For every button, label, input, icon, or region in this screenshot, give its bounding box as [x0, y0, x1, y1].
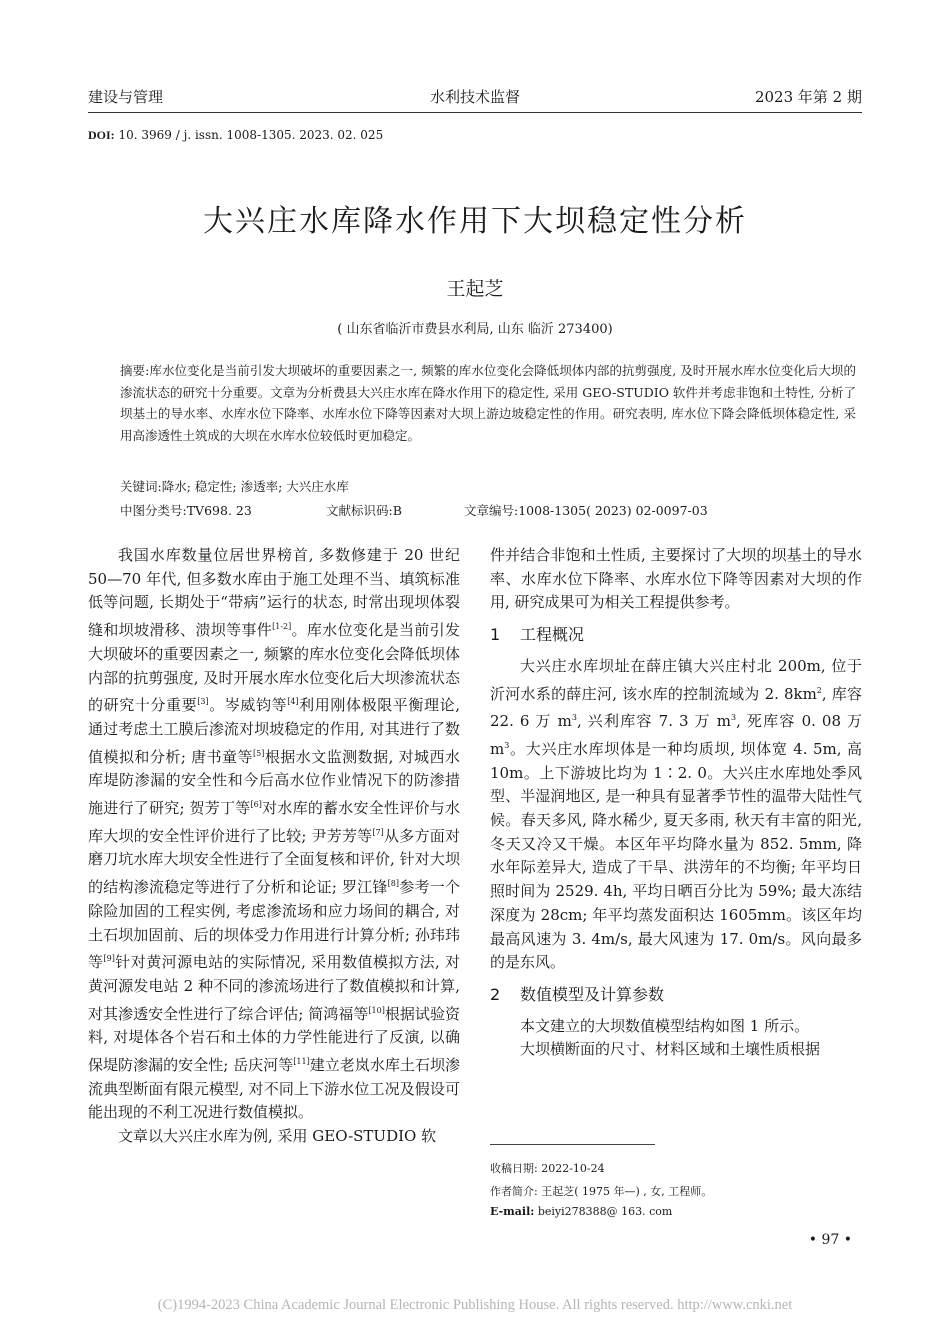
intro-text-7: 从多方面对磨刀坑水库大坝安全性进行了全面复核和评价, 针对大坝的结构渗流稳定等进行了分析和论证; 罗江锋: [88, 826, 460, 897]
doi-value: 10. 3969 / j. issn. 1008-1305. 2023. 02. 025: [118, 128, 384, 142]
citation-ref: [4]: [287, 697, 299, 707]
doi-label: DOI:: [88, 128, 115, 142]
intro-text-9: 针对黄河源电站的实际情况, 采用数值模拟方法, 对黄河源发电站 2 种不同的渗流场进行了数值模拟和计算, 对其渗透安全性进行了综合评估; 简鸿福等: [88, 953, 460, 1023]
abstract-text: 库水位变化是当前引发大坝破坏的重要因素之一, 频繁的库水位变化会降低坝体内部的抗剪强度, 及时开展水库水位变化后大坝的渗流状态的研究十分重要。文章为分析费县大兴庄水库在降水作用下的稳定性, 采用 GEO-STUDIO 软件并考虑非饱和土特性, 分析了坝基土的导水率、水库水位下降率、水库水位下降等因素对大坝上游边坡稳定性的作用。研究表明, 库水位下降会降低坝体稳定性, 采用高渗透性土筑成的大坝在水库水位较低时更加稳定。: [120, 363, 856, 443]
citation-ref: [9]: [103, 954, 115, 964]
paper-title: 大兴庄水库降水作用下大坝稳定性分析: [203, 204, 747, 239]
keywords-label: 关键词:: [120, 479, 162, 494]
doc-code: [326, 501, 402, 519]
superscript: 3: [504, 740, 510, 750]
running-header-left: 建设与管理: [88, 88, 164, 106]
received-date: 收稿日期: 2022-10-24: [490, 1162, 605, 1175]
article-number: [464, 501, 708, 519]
superscript: 3: [571, 713, 577, 723]
author-bio: 作者简介: 王起芝( 1975 年—) , 女, 工程师。: [490, 1185, 713, 1198]
intro-paragraph-2: 文章以大兴庄水库为例, 采用 GEO-STUDIO 软: [118, 1127, 437, 1146]
overview-text-3: , 兴利库容 7. 3 万 m: [576, 712, 732, 731]
overview-text-4: , 死库容 0. 08 万 m: [490, 712, 862, 758]
overview-text-5: 。大兴庄水库坝体是一种均质坝, 坝体宽 4. 5m, 高 10m。上下游坡比均为 1∶2. 0。大兴庄水库地处季风型、半湿润地区, 是一种具有显著季节性的温带大陆性气候。春天多风, 降水稀少, 夏天多雨, 秋天有丰富的阳光, 冬天又冷又干燥。本区年平均降水量为 852. 5mm, 降水年际差异大, 造成了干旱、洪涝年的不均衡; 年平均日照时间为 2529. 4h, 平均日晒百分比为 59%; 最大冻结深度为 28cm; 年平均蒸发面积达 1605mm。该区年均最高风速为 3. 4m/s, 最大风速为 17. 0m/s。风向最多的是东风。: [490, 739, 862, 972]
citation-ref: [1-2]: [272, 622, 292, 632]
section-1-heading: [490, 623, 862, 647]
citation-ref: [10]: [368, 1005, 385, 1015]
intro-text-5: 根据水文监测数据, 对城西水库堤防渗漏的安全性和今后高水位作业情况下的防渗措施进行了研究; 贺芳丁等: [88, 747, 460, 818]
citation-ref: [3]: [197, 697, 209, 707]
author-affiliation: ( 山东省临沂市费县水利局, 山东 临沂 273400): [337, 322, 613, 337]
article-number-label: 文章编号:: [464, 503, 519, 518]
intro-text-10: 根据试验资料, 对堤体各个岩石和土体的力学性能进行了反演, 以确保堤防渗漏的安全性; 岳庆河等: [88, 1004, 460, 1075]
section-2-number: 2: [490, 984, 501, 1004]
citation-ref: [5]: [253, 748, 265, 758]
intro-text-11: 建立老岚水库土石坝渗流典型断面有限元模型, 对不同上下游水位工况及假设可能出现的不利工况进行数值模拟。: [88, 1056, 460, 1122]
abstract: [120, 360, 856, 446]
keywords: [120, 477, 349, 495]
citation-ref: [7]: [372, 827, 384, 837]
section-1-title: 工程概况: [520, 625, 585, 645]
overview-text-2: , 库容 22. 6 万 m: [490, 684, 862, 731]
citation-ref: [11]: [293, 1057, 310, 1067]
doc-code-label: 文献标识码:: [326, 503, 393, 518]
intro-text-4: 利用刚体极限平衡理论, 通过考虑土工膜后渗流对坝坡稳定的作用, 对其进行了数值模拟和分析; 唐书童等: [88, 696, 460, 766]
model-paragraph-1: 本文建立的大坝数值模型结构如图 1 所示。: [520, 1016, 810, 1035]
clc-label: 中图分类号:: [120, 503, 187, 518]
clc-value: TV698. 23: [186, 503, 252, 518]
doc-code-value: B: [392, 503, 402, 518]
intro-text-1: 我国水库数量位居世界榜首, 多数修建于 20 世纪 50—70 年代, 但多数水库由于施工处理不当、填筑标准低等问题, 长期处于“带病”运行的状态, 时常出现坝体裂缝和坝坡滑移、溃坝等事件: [88, 546, 460, 640]
page-number: • 97 •: [808, 1232, 852, 1248]
intro-text-3: 。岑威钧等: [208, 696, 288, 715]
running-header-center: 水利技术监督: [429, 88, 520, 106]
superscript: 3: [731, 713, 737, 723]
copyright-line: (C)1994-2023 China Academic Journal Electronic Publishing House. All rights reserved. http://www.cnki.net: [157, 1297, 793, 1313]
email-value: beiyi278388@ 163. com: [537, 1205, 673, 1218]
project-overview-paragraph: [490, 655, 862, 975]
section-2-title: 数值模型及计算参数: [520, 984, 665, 1004]
intro-paragraph: [88, 544, 460, 1125]
header-rule: [88, 112, 862, 113]
abstract-label: 摘要:: [120, 363, 150, 378]
clc-number: [120, 501, 252, 519]
right-column: [490, 544, 862, 1062]
left-column: [88, 544, 460, 1149]
intro-text-6: 对水库的蓄水安全性评价与水库大坝的安全性评价进行了比较; 尹芳芳等: [88, 799, 460, 845]
citation-ref: [6]: [250, 800, 262, 810]
email-label: E-mail:: [490, 1205, 535, 1218]
author-email: [490, 1205, 672, 1218]
intro-text-2: 。库水位变化是当前引发大坝破坏的重要因素之一, 频繁的库水位变化会降低坝体内部的抗剪强度, 及时开展水库水位变化后大坝渗流状态的研究十分重要: [88, 621, 460, 715]
footnote-rule: [490, 1144, 655, 1145]
keywords-text: 降水; 稳定性; 渗透率; 大兴庄水库: [161, 479, 349, 494]
article-number-value: 1008-1305( 2023) 02-0097-03: [518, 503, 708, 518]
section-1-number: 1: [490, 625, 501, 645]
intro-text-8: 参考一个除险加固的工程实例, 考虑渗流场和应力场间的耦合, 对土石坝加固前、后的坝体受力作用进行计算分析; 孙玮玮等: [88, 878, 460, 972]
section-2-heading: [490, 983, 862, 1007]
running-header-right: 2023 年第 2 期: [754, 88, 862, 106]
intro-continuation: 件并结合非饱和土性质, 主要探讨了大坝的坝基土的导水率、水库水位下降率、水库水位下降等因素对大坝的作用, 研究成果可为相关工程提供参考。: [490, 546, 862, 612]
citation-ref: [8]: [387, 879, 400, 889]
author-name: 王起芝: [446, 278, 504, 300]
doi-line: [88, 128, 383, 143]
model-paragraph-2: 大坝横断面的尺寸、材料区域和土壤性质根据: [520, 1040, 821, 1059]
superscript: 2: [816, 685, 822, 695]
overview-text-1: 大兴庄水库坝址在薛庄镇大兴庄村北 200m, 位于沂河水系的薛庄河, 该水库的控制流域为 2. 8km: [490, 656, 862, 703]
